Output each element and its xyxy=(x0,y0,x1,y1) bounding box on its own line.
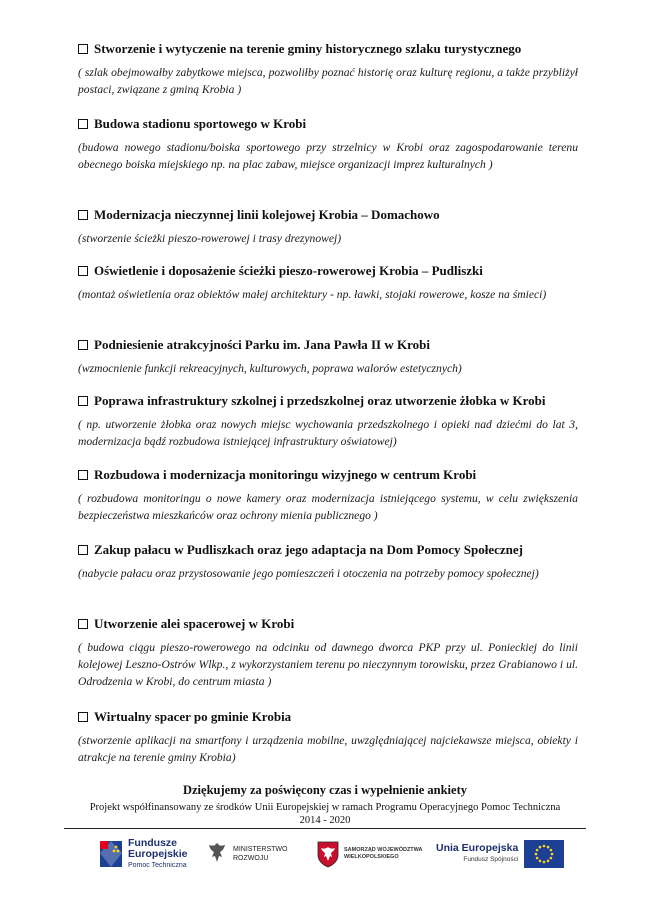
option-title-text: Stworzenie i wytyczenie na terenie gminy historycznego szlaku turystycznego xyxy=(94,41,522,56)
option-title xyxy=(78,115,578,132)
funding-line: Projekt współfinansowany ze środków Unii Europejskiej w ramach Programu Operacyjnego Pomoc Techniczna xyxy=(89,802,561,813)
eu-star xyxy=(543,845,546,848)
logo-fundusze-europejskie xyxy=(98,836,188,872)
option-item xyxy=(78,615,578,690)
checkbox[interactable] xyxy=(78,396,88,406)
option-title-text: Poprawa infrastruktury szkolnej i przedszkolnej oraz utworzenie żłobka w Krobi xyxy=(94,393,546,408)
option-title-text: Modernizacja nieczynnej linii kolejowej Krobia – Domachowo xyxy=(94,207,440,222)
option-title xyxy=(78,615,578,632)
logo-samorzad-wojewodztwa xyxy=(316,836,423,872)
fundusze-europejskie-icon xyxy=(98,839,124,869)
eu-flag-icon xyxy=(524,840,564,868)
option-description: ( np. utworzenie żłobka oraz nowych miejsc wychowania przedszkolnego i opieki nad dziećmi do lat 3, modernizacja bądź rozbudowa istniejącej infrastruktury oświatowej) xyxy=(78,418,578,448)
option-item xyxy=(78,206,578,247)
option-title xyxy=(78,262,578,279)
option-title-text: Oświetlenie i doposażenie ścieżki pieszo-rowerowej Krobia – Pudliszki xyxy=(94,263,483,278)
option-item xyxy=(78,708,578,766)
option-description: ( rozbudowa monitoringu o nowe kamery oraz modernizacja istniejącego systemu, w celu zwiększenia bezpieczeństwa mieszkańców oraz ochrony mienia publicznego ) xyxy=(78,492,578,522)
option-title-text: Podniesienie atrakcyjności Parku im. Jana Pawła II w Krobi xyxy=(94,337,430,352)
eu-star xyxy=(547,846,550,849)
ministerstwo-text xyxy=(233,845,287,863)
option-title-text: Wirtualny spacer po gminie Krobia xyxy=(94,709,292,724)
option-title xyxy=(78,336,578,353)
eu-star xyxy=(536,849,539,852)
funding-note xyxy=(60,801,590,827)
eu-star xyxy=(535,853,538,856)
eu-star xyxy=(550,849,553,852)
checkbox[interactable] xyxy=(78,266,88,276)
logo-ministerstwo-rozwoju xyxy=(206,836,287,872)
eu-star xyxy=(536,857,539,860)
option-title xyxy=(78,708,578,725)
option-item xyxy=(78,466,578,524)
unia-europejska-text xyxy=(436,843,518,865)
option-description: (budowa nowego stadionu/boiska sportowego przy strzelnicy w Krobi oraz zagospodarowanie terenu obecnego boiska miejskiego np. na plac zabaw, miejsce organizacji imprez kulturalnych ) xyxy=(78,141,578,171)
option-item xyxy=(78,392,578,450)
ue-line1: Unia Europejska xyxy=(436,842,519,854)
option-item xyxy=(78,40,578,98)
checkbox[interactable] xyxy=(78,619,88,629)
checkbox[interactable] xyxy=(78,712,88,722)
option-description: (nabycie pałacu oraz przystosowanie jego pomieszczeń i otoczenia na potrzeby pomocy społecznej) xyxy=(78,567,539,580)
option-title xyxy=(78,466,578,483)
option-description: (stworzenie ścieżki pieszo-rowerowej i trasy drezynowej) xyxy=(78,232,342,245)
option-item xyxy=(78,262,578,303)
fe-line2: Europejskie xyxy=(128,847,188,860)
option-description: (wzmocnienie funkcji rekreacyjnych, kulturowych, poprawa walorów estetycznych) xyxy=(78,362,462,375)
footer-divider xyxy=(64,828,586,829)
fe-line1: Fundusze xyxy=(128,836,177,849)
funding-years: 2014 - 2020 xyxy=(299,815,351,826)
option-description: ( szlak obejmowałby zabytkowe miejsca, pozwoliłby poznać historię oraz kulturę regionu, a także przybliżył postaci, związane z gminą Krobia ) xyxy=(78,66,578,96)
eu-star xyxy=(539,846,542,849)
eu-star xyxy=(551,853,554,856)
option-title xyxy=(78,206,578,223)
option-title-text: Budowa stadionu sportowego w Krobi xyxy=(94,116,307,131)
checkbox[interactable] xyxy=(78,210,88,220)
wielkopolska-coat-of-arms-icon xyxy=(316,840,340,868)
option-description: (montaż oświetlenia oraz obiektów małej architektury - np. ławki, stojaki rowerowe, kosze na śmieci) xyxy=(78,288,547,301)
eagle-emblem-icon xyxy=(206,841,228,867)
mr-line1: MINISTERSTWO xyxy=(233,846,288,853)
logo-unia-europejska xyxy=(436,836,564,872)
eu-star xyxy=(543,861,546,864)
sw-line1: SAMORZĄD WOJEWÓDZTWA xyxy=(344,847,423,853)
checkbox[interactable] xyxy=(78,470,88,480)
option-item xyxy=(78,336,578,377)
ue-line2: Fundusz Spójności xyxy=(463,856,519,863)
mr-line2: ROZWOJU xyxy=(233,855,269,862)
checkbox[interactable] xyxy=(78,545,88,555)
eu-star xyxy=(539,860,542,863)
thank-you-text: Dziękujemy za poświęcony czas i wypełnienie ankiety xyxy=(182,783,467,797)
sw-line2: WIELKOPOLSKIEGO xyxy=(344,854,399,860)
option-title-text: Zakup pałacu w Pudliszkach oraz jego adaptacja na Dom Pomocy Społecznej xyxy=(94,542,523,557)
option-description: (stworzenie aplikacji na smartfony i urządzenia mobilne, uwzględniającej najciekawsze miejsca, obiekty i atrakcje na terenie gminy Krobia) xyxy=(78,734,578,764)
option-item xyxy=(78,541,578,582)
checkbox[interactable] xyxy=(78,119,88,129)
fundusze-europejskie-text xyxy=(128,838,188,871)
option-title-text: Rozbudowa i modernizacja monitoringu wizyjnego w centrum Krobi xyxy=(94,467,477,482)
samorzad-text xyxy=(344,847,423,861)
option-title xyxy=(78,40,578,57)
option-title-text: Utworzenie alei spacerowej w Krobi xyxy=(94,616,295,631)
option-item xyxy=(78,115,578,173)
checkbox[interactable] xyxy=(78,44,88,54)
checkbox[interactable] xyxy=(78,340,88,350)
eu-star xyxy=(547,860,550,863)
option-title xyxy=(78,541,578,558)
eu-star xyxy=(550,857,553,860)
option-description: ( budowa ciągu pieszo-rowerowego na odcinku od dawnego dworca PKP przy ul. Ponieckiej do linii kolejowej Leszno-Ostrów Wlkp., z wykorzystaniem terenu po nieczynnym torowisku, przez Grabianowo i ul. Odrodzenia w Krobi, do centrum miasta ) xyxy=(78,641,578,688)
fe-line3: Pomoc Techniczna xyxy=(128,861,187,869)
option-title xyxy=(78,392,578,409)
